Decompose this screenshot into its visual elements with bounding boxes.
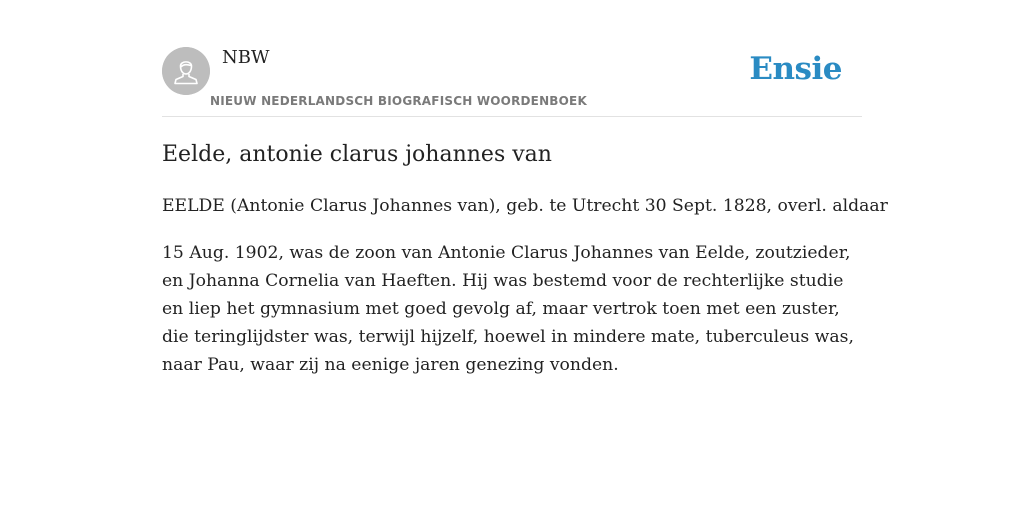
source-name[interactable]: NBW [222,47,270,68]
source-header [162,0,862,117]
article-title: Eelde, antonie clarus johannes van [162,142,552,167]
brand-logo[interactable]: Ensie [749,51,842,87]
article-card [162,0,888,375]
article-paragraph-2: 15 Aug. 1902, was de zoon van Antonie Clarus Johannes van Eelde, zoutzieder, en Johanna Cornelia van Haeften. Hij was bestemd voor de rechterlijke studie en liep het gymnasium met goed gevolg af, maar vertrok toen met een zuster, die teringlijdster was, terwijl hijzelf, hoewel in mindere mate, tuberculeus was, naar Pau, waar zij na eenige jaren genezing vonden. [162,243,854,375]
source-subtitle: NIEUW NEDERLANDSCH BIOGRAFISCH WOORDENBOEK [210,94,587,108]
user-silhouette-icon [162,47,210,95]
article-paragraph-1: EELDE (Antonie Clarus Johannes van), geb. te Utrecht 30 Sept. 1828, overl. aldaar [162,196,888,216]
